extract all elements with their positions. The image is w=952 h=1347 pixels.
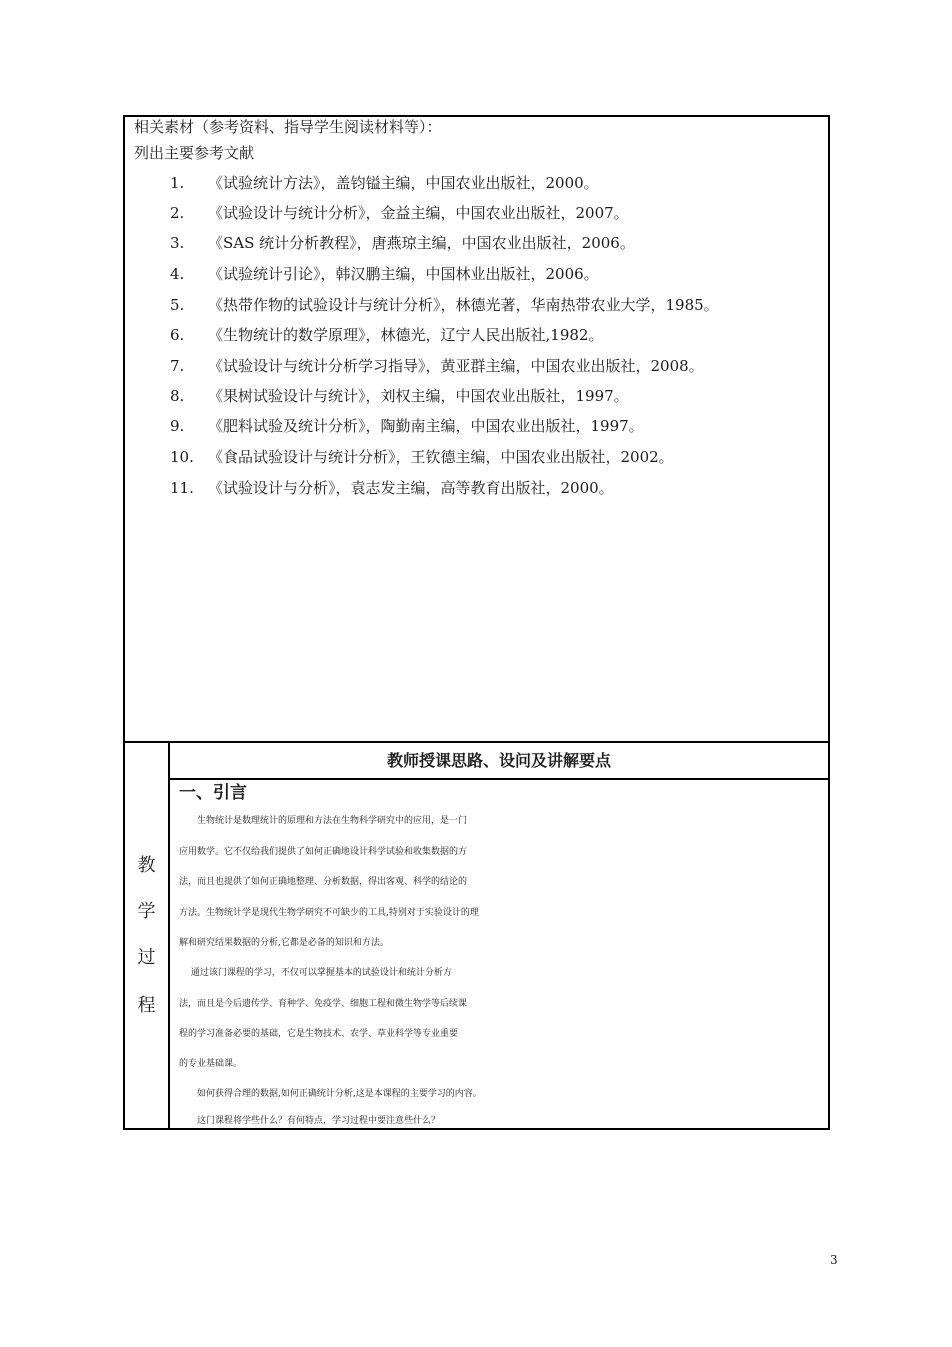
reference-number: 4. [170, 265, 185, 283]
reference-number: 6. [170, 326, 185, 344]
paragraph-line: 如何获得合理的数据,如何正确统计分析,这是本课程的主要学习的内容。 [179, 1089, 482, 1099]
column-header: 教师授课思路、设问及讲解要点 [170, 743, 828, 780]
reference-text: 《试验设计与分析》，袁志发主编，高等教育出版社，2000。 [208, 479, 614, 497]
paragraph-line: 生物统计是数理统计的原理和方法在生物科学研究中的应用，是一门 [179, 816, 468, 826]
reference-number: 5. [170, 296, 185, 314]
reference-item [170, 233, 635, 253]
section-title: 一、引言 [179, 783, 247, 803]
reference-item [170, 325, 603, 345]
reference-text: 《试验统计引论》，韩汉鹏主编，中国林业出版社，2006。 [208, 265, 599, 283]
reference-number: 7. [170, 357, 185, 375]
reference-item [170, 447, 674, 467]
reference-item [170, 386, 629, 406]
reference-text: 《食品试验设计与统计分析》，王钦德主编，中国农业出版社，2002。 [208, 448, 674, 466]
paragraph-line: 这门课程将学些什么？有何特点，学习过程中要注意些什么？ [179, 1116, 441, 1126]
reference-item [170, 295, 719, 315]
teaching-process-side-label [125, 743, 170, 1128]
reference-item [170, 264, 599, 284]
materials-heading: 相关素材（参考资料、指导学生阅读材料等）： [134, 118, 442, 136]
reference-number: 1. [170, 174, 185, 192]
reference-text: 《试验设计与统计分析》，金益主编，中国农业出版社，2007。 [208, 204, 629, 222]
paragraph-line: 法，而且也提供了如何正确地整理、分析数据，得出客观、科学的结论的 [179, 877, 468, 887]
paragraph-line: 解和研究结果数据的分析,它都是必备的知识和方法。 [179, 938, 389, 948]
reference-item [170, 356, 704, 376]
materials-box [123, 115, 830, 743]
reference-text: 《试验统计方法》，盖钧镒主编，中国农业出版社，2000。 [208, 174, 599, 192]
paragraph-line: 程的学习准备必要的基础，它是生物技术、农学、草业科学等专业重要 [179, 1029, 459, 1039]
side-label-char: 学 [137, 901, 156, 922]
reference-text: 《生物统计的数学原理》，林德光，辽宁人民出版社,1982。 [208, 326, 604, 344]
paragraph-line: 方法。生物统计学是现代生物学研究不可缺少的工具,特别对于实验设计的理 [179, 908, 479, 918]
teaching-process-box [123, 741, 830, 1130]
page-number: 3 [830, 1253, 838, 1267]
side-label-char: 过 [137, 947, 156, 968]
side-label-char: 教 [137, 855, 156, 876]
paragraph-line: 通过该门课程的学习，不仅可以掌握基本的试验设计和统计分析方 [179, 968, 452, 978]
reference-number: 10. [170, 448, 194, 466]
reference-item [170, 173, 599, 193]
reference-number: 11. [170, 479, 194, 497]
reference-item [170, 478, 614, 498]
reference-number: 3. [170, 234, 185, 252]
references-subheading: 列出主要参考文献 [134, 144, 255, 162]
paragraph-line: 应用数学。它不仅给我们提供了如何正确地设计科学试验和收集数据的方 [179, 847, 468, 857]
reference-text: 《肥料试验及统计分析》，陶勤南主编，中国农业出版社，1997。 [208, 417, 644, 435]
reference-text: 《SAS 统计分析教程》，唐燕琼主编，中国农业出版社，2006。 [208, 234, 635, 252]
paragraph-line: 的专业基础课。 [179, 1059, 243, 1069]
paragraph-line: 法，而且是今后遗传学、育种学、免疫学、细胞工程和微生物学等后续课 [179, 999, 468, 1009]
side-label-char: 程 [137, 995, 156, 1016]
reference-number: 8. [170, 387, 185, 405]
reference-text: 《试验设计与统计分析学习指导》，黄亚群主编，中国农业出版社，2008。 [208, 357, 704, 375]
reference-item [170, 203, 629, 223]
reference-text: 《热带作物的试验设计与统计分析》，林德光著，华南热带农业大学，1985。 [208, 296, 719, 314]
reference-number: 2. [170, 204, 185, 222]
reference-item [170, 416, 644, 436]
reference-number: 9. [170, 417, 185, 435]
reference-text: 《果树试验设计与统计》，刘权主编，中国农业出版社，1997。 [208, 387, 629, 405]
